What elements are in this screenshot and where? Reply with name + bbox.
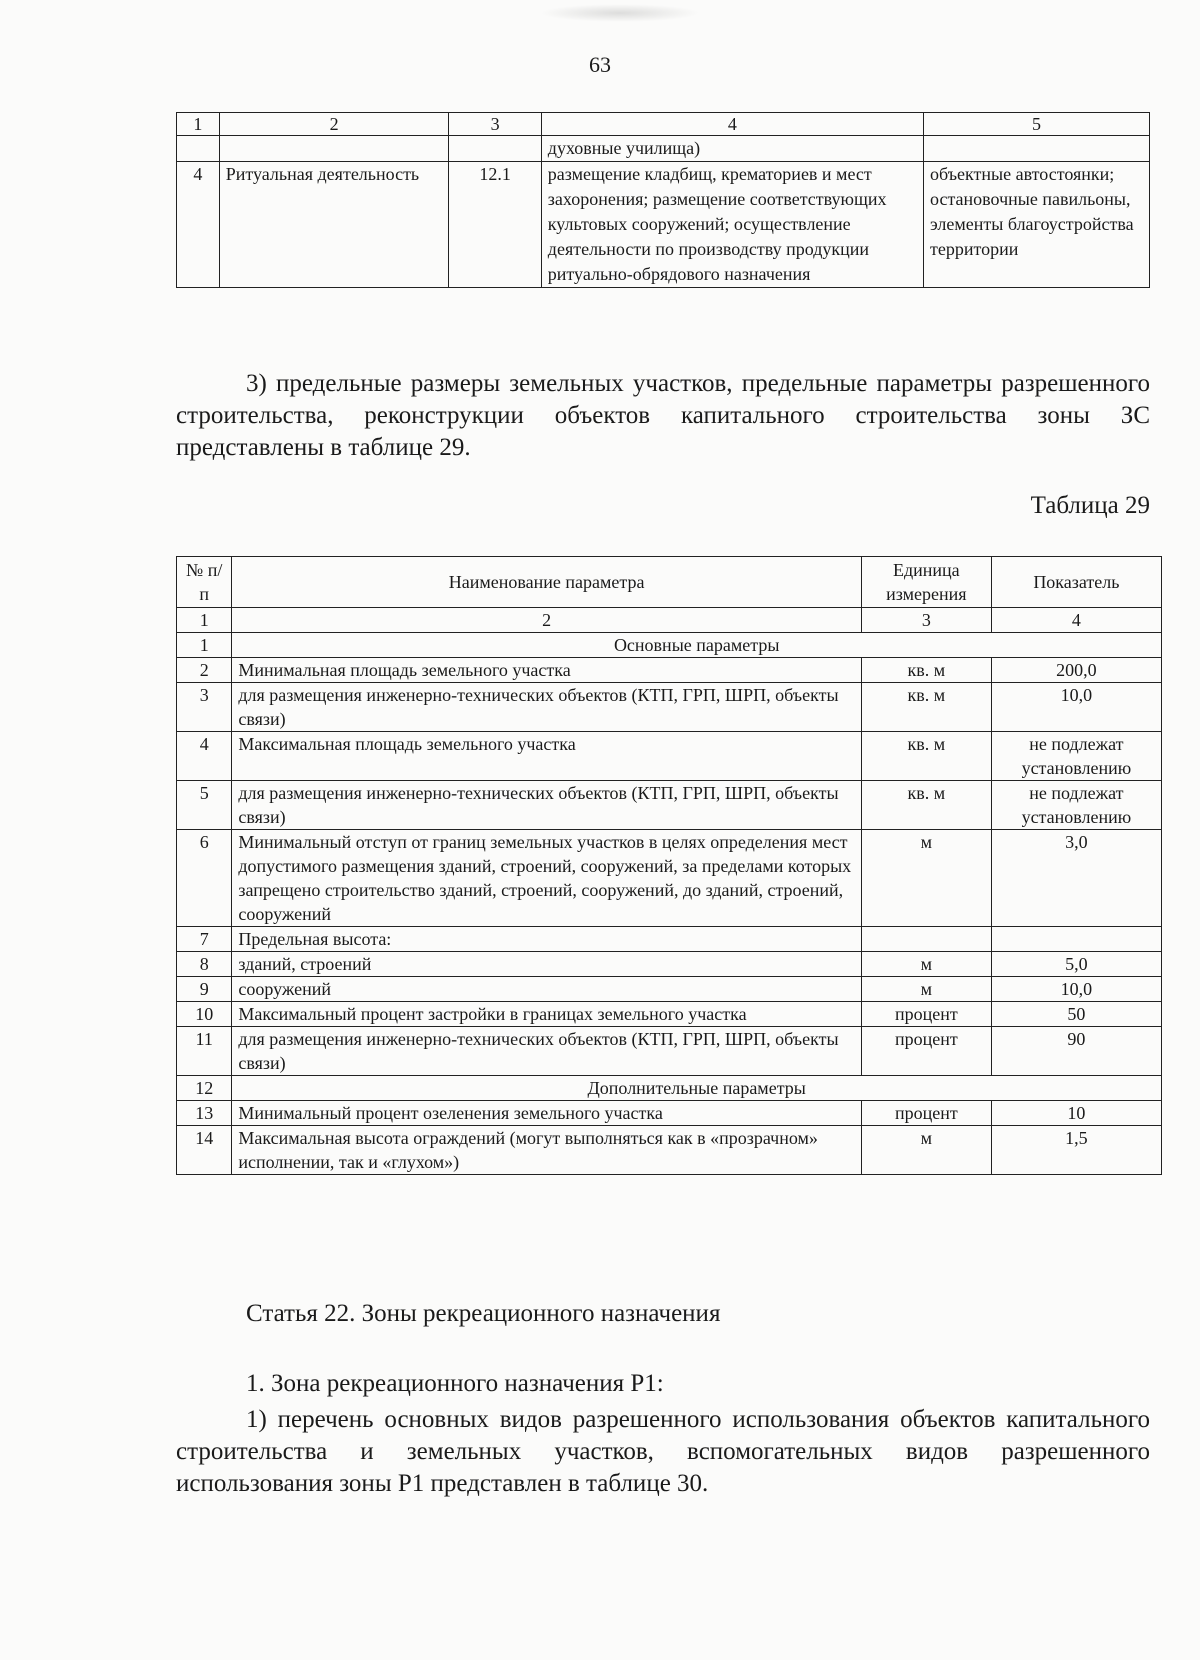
parameter-value: 1,5: [991, 1126, 1161, 1175]
header-unit: Единица измерения: [861, 557, 991, 608]
parameter-value: 5,0: [991, 952, 1161, 977]
column-numbers-row: [177, 608, 1162, 633]
parameter-unit: процент: [861, 1002, 991, 1027]
page-number: 63: [589, 52, 611, 77]
use-type-description: размещение кладбищ, крематориев и мест захоронения; размещение соответствующих культовых сооружений; осуществление деятельности по производству продукции ритуально-обрядового назначения: [541, 162, 923, 288]
parameter-unit: кв. м: [861, 683, 991, 732]
table-row: [177, 1101, 1162, 1126]
article-heading: Статья 22. Зоны рекреационного назначения: [246, 1300, 721, 1327]
row-number: 4: [177, 732, 232, 781]
section-title: Основные параметры: [232, 633, 1162, 658]
header-num: № п/п: [177, 557, 232, 608]
table-caption: Таблица 29: [1030, 492, 1150, 519]
use-type-name: Ритуальная деятельность: [219, 162, 449, 288]
table-row: [177, 1126, 1162, 1175]
use-type-code: 12.1: [449, 162, 541, 288]
row-number: 12: [177, 1076, 232, 1101]
table-row: [177, 732, 1162, 781]
column-number: 2: [219, 113, 449, 136]
parameter-value: не подлежат установлению: [991, 781, 1161, 830]
parameter-unit: кв. м: [861, 781, 991, 830]
table-header-row: [177, 557, 1162, 608]
table-row: [177, 781, 1162, 830]
parameter-value: 10,0: [991, 683, 1161, 732]
column-number: 3: [861, 608, 991, 633]
row-number: 1: [177, 633, 232, 658]
column-number: 1: [177, 113, 220, 136]
parameter-unit: м: [861, 830, 991, 927]
column-number: 3: [449, 113, 541, 136]
row-number: 5: [177, 781, 232, 830]
parameter-name: Минимальная площадь земельного участка: [232, 658, 861, 683]
parameter-unit: м: [861, 977, 991, 1002]
row-number: 2: [177, 658, 232, 683]
parameter-unit: м: [861, 952, 991, 977]
row-number: 8: [177, 952, 232, 977]
parameter-value: не подлежат установлению: [991, 732, 1161, 781]
table-row: [177, 658, 1162, 683]
parameters-table-29: [176, 556, 1162, 1175]
table-row: [177, 952, 1162, 977]
row-number: 7: [177, 927, 232, 952]
row-number: 4: [177, 162, 220, 288]
parameter-name: Минимальный отступ от границ земельных участков в целях определения мест допустимого размещения зданий, строений, сооружений, за пределами которых запрещено строительство зданий, строений, сооружений, до зданий, строений, сооружений: [232, 830, 861, 927]
column-number: 1: [177, 608, 232, 633]
row-number: 11: [177, 1027, 232, 1076]
table-row: [177, 683, 1162, 732]
parameter-unit: процент: [861, 1101, 991, 1126]
parameter-value: [991, 927, 1161, 952]
table-row: [177, 1002, 1162, 1027]
parameter-value: 50: [991, 1002, 1161, 1027]
auxiliary-uses: объектные автостоянки; остановочные павильоны, элементы благоустройства территории: [924, 162, 1150, 288]
parameter-name: Максимальная площадь земельного участка: [232, 732, 861, 781]
paragraph-list: 1) перечень основных видов разрешенного использования объектов капитального строительства и земельных участков, вспомогательных видов разрешенного использования зоны Р1 представлен в таблице 30.: [176, 1406, 1150, 1497]
parameter-unit: процент: [861, 1027, 991, 1076]
table-row: [177, 927, 1162, 952]
parameter-value: 90: [991, 1027, 1161, 1076]
paragraph-3: 3) предельные размеры земельных участков, предельные параметры разрешенного строительства, реконструкции объектов капитального строительства зоны ЗС представлены в таблице 29.: [176, 370, 1150, 461]
table-body: [177, 633, 1162, 1175]
row-number: 3: [177, 683, 232, 732]
column-number: 2: [232, 608, 861, 633]
column-number: 4: [541, 113, 923, 136]
parameter-name: для размещения инженерно-технических объектов (КТП, ГРП, ШРП, объекты связи): [232, 781, 861, 830]
parameter-name: Максимальная высота ограждений (могут выполняться как в «прозрачном» исполнении, так и «глухом»): [232, 1126, 861, 1175]
section-title: Дополнительные параметры: [232, 1076, 1162, 1101]
parameter-name: Предельная высота:: [232, 927, 861, 952]
parameter-unit: [861, 927, 991, 952]
row-number: 14: [177, 1126, 232, 1175]
zone-heading: 1. Зона рекреационного назначения Р1:: [246, 1370, 664, 1397]
table-row: [177, 977, 1162, 1002]
parameter-name: для размещения инженерно-технических объектов (КТП, ГРП, ШРП, объекты связи): [232, 683, 861, 732]
parameter-unit: кв. м: [861, 732, 991, 781]
parameter-name: Минимальный процент озеленения земельного участка: [232, 1101, 861, 1126]
row-number: 9: [177, 977, 232, 1002]
column-number: 5: [924, 113, 1150, 136]
parameter-value: 10,0: [991, 977, 1161, 1002]
parameter-name: Максимальный процент застройки в границах земельного участка: [232, 1002, 861, 1027]
table-header-row: [177, 113, 1150, 136]
parameter-value: 10: [991, 1101, 1161, 1126]
row-number: 10: [177, 1002, 232, 1027]
continued-cell: духовные училища): [541, 136, 923, 162]
table-row: [177, 830, 1162, 927]
parameter-value: 3,0: [991, 830, 1161, 927]
parameter-unit: кв. м: [861, 658, 991, 683]
row-number: 6: [177, 830, 232, 927]
section-row: [177, 1076, 1162, 1101]
scan-artifact: [540, 4, 700, 22]
header-value: Показатель: [991, 557, 1161, 608]
column-number: 4: [991, 608, 1161, 633]
parameter-value: 200,0: [991, 658, 1161, 683]
header-name: Наименование параметра: [232, 557, 861, 608]
land-use-table-continuation: [176, 112, 1150, 288]
table-row: [177, 162, 1150, 288]
parameter-name: для размещения инженерно-технических объектов (КТП, ГРП, ШРП, объекты связи): [232, 1027, 861, 1076]
table-row: [177, 1027, 1162, 1076]
row-number: 13: [177, 1101, 232, 1126]
parameter-name: зданий, строений: [232, 952, 861, 977]
table-row: [177, 136, 1150, 162]
parameter-name: сооружений: [232, 977, 861, 1002]
parameter-unit: м: [861, 1126, 991, 1175]
section-row: [177, 633, 1162, 658]
